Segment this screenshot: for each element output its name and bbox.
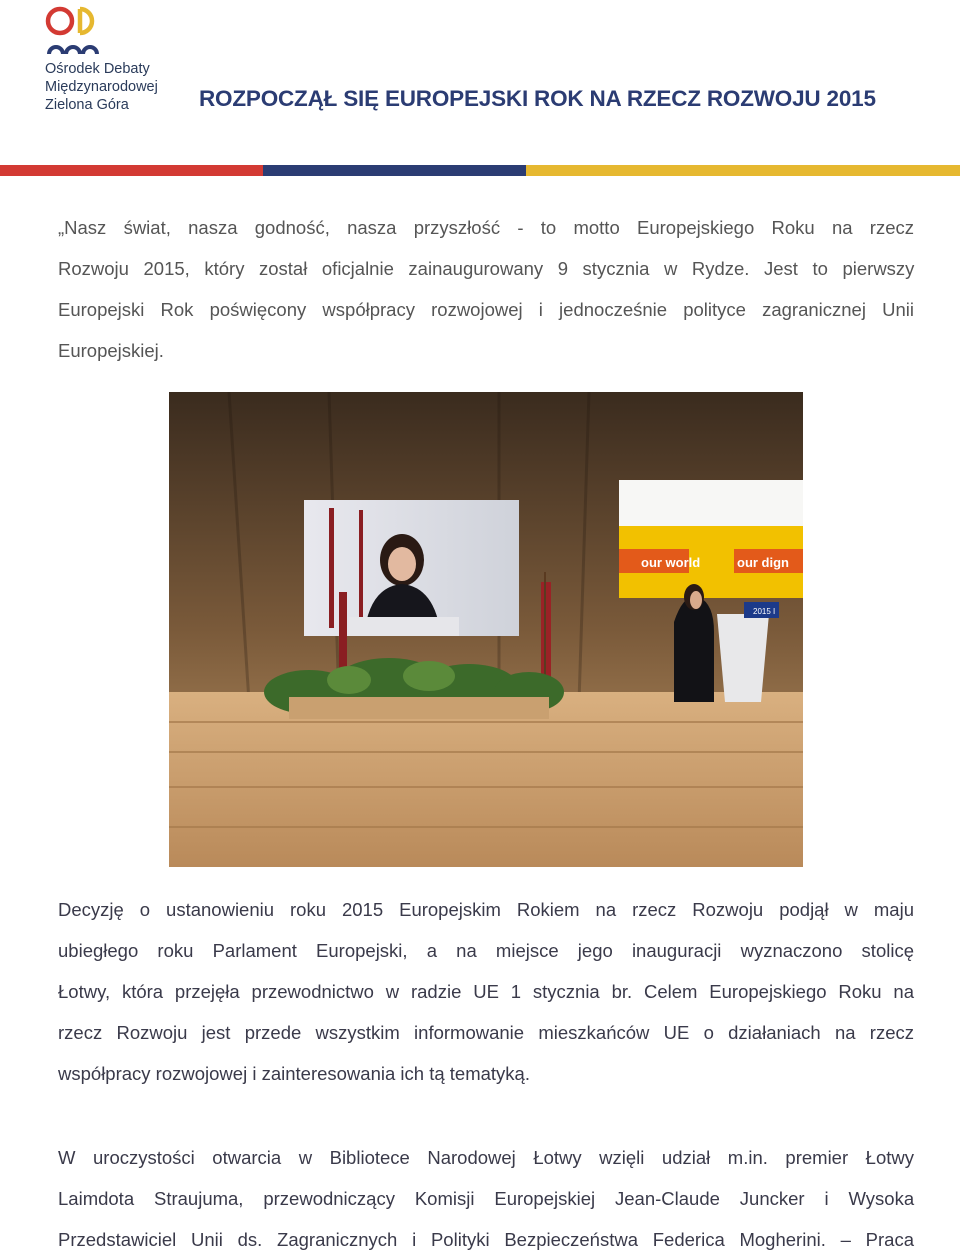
intro-paragraph: [58, 207, 914, 371]
body1-line-5: współpracy rozwojowej i zainteresowania ich tą tematyką.: [58, 1063, 530, 1084]
body-paragraph-2: [58, 1137, 914, 1260]
logo-line-2: Międzynarodowej: [45, 79, 158, 95]
body2-line-1: W uroczystości otwarcia w Bibliotece Narodowej Łotwy wzięli udział m.in. premier Łotwy: [58, 1147, 914, 1168]
intro-line-3: Europejski Rok poświęcony współpracy rozwojowej i jednocześnie polityce zagranicznej Unii: [58, 299, 914, 320]
screen-text-right: our dign: [737, 555, 789, 570]
body1-line-4: rzecz Rozwoju jest przede wszystkim informowanie mieszkańców UE o działaniach na rzecz: [58, 1022, 914, 1043]
page-title: ROZPOCZĄŁ SIĘ EUROPEJSKI ROK NA RZECZ ROZWOJU 2015: [199, 86, 876, 111]
podium-text: 2015 I: [753, 607, 776, 616]
logo-line-3: Zielona Góra: [45, 97, 129, 113]
body2-line-2: Laimdota Straujuma, przewodniczący Komisji Europejskiej Jean-Claude Juncker i Wysoka: [58, 1188, 915, 1209]
intro-line-4: Europejskiej.: [58, 340, 164, 361]
body1-line-3: Łotwy, która przejęła przewodnictwo w radzie UE 1 stycznia br. Celem Europejskiego Roku na: [58, 981, 914, 1002]
logo: [44, 4, 184, 114]
stripe-gold: [526, 165, 960, 176]
body-paragraph-1: [58, 889, 914, 1094]
body1-line-2: ubiegłego roku Parlament Europejski, a na miejsce jego inauguracji wyznaczono stolicę: [58, 940, 914, 961]
body1-line-1: Decyzję o ustanowieniu roku 2015 Europejskim Rokiem na rzecz Rozwoju podjął w maju: [58, 899, 914, 920]
logo-text: [45, 60, 158, 114]
intro-line-1: „Nasz świat, nasza godność, nasza przyszłość - to motto Europejskiego Roku na rzecz: [58, 217, 914, 238]
body2-line-3: Przedstawiciel Unii ds. Zagranicznych i Polityki Bezpieczeństwa Federica Mogherini. – Praca: [58, 1229, 914, 1250]
logo-line-1: Ośrodek Debaty: [45, 61, 150, 77]
conference-photo: [169, 392, 803, 867]
intro-line-2: Rozwoju 2015, który został oficjalnie zainaugurowany 9 stycznia w Rydze. Jest to pierwszy: [58, 258, 915, 279]
screen-text-left: our world: [641, 555, 701, 570]
stripe-red: [0, 165, 263, 176]
stripe-navy: [263, 165, 526, 176]
logo-mark-icon: [44, 4, 114, 56]
